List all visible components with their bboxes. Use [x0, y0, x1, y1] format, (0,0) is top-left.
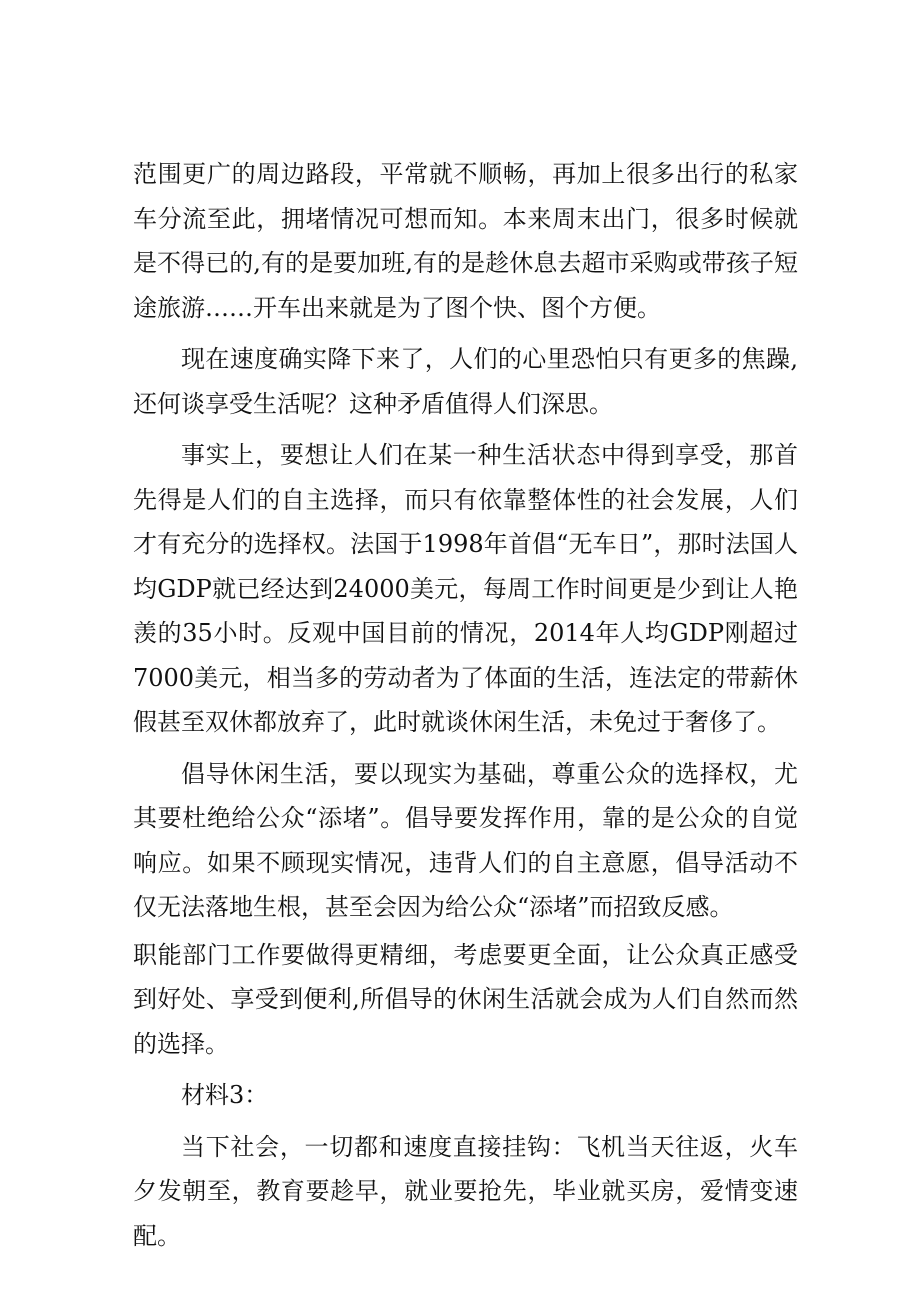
paragraph-continuation: 范围更广的周边路段，平常就不顺畅，再加上很多出行的私家车分流至此，拥堵情况可想而知。本来周末出门，很多时候就是不得已的,有的是要加班,有的是趁休息去超市采购或带孩子短途旅游……开车出来就是为了图个快、图个方便。 [133, 160, 798, 322]
paragraph-in-fact: 事实上，要想让人们在某一种生活状态中得到享受，那首先得是人们的自主选择，而只有依靠整体性的社会发展，人们才有充分的选择权。法国于1998年首倡“无车日”，那时法国人均GDP就已经达到24000美元，每周工作时间更是少到让人艳羡的35小时。反观中国目前的情况，2014年人均GDP刚超过7000美元，相当多的劳动者为了体面的生活，连法定的带薪休假甚至双休都放弃了，此时就谈休闲生活，未免过于奢侈了。 [133, 441, 798, 736]
paragraph-functional-departments: 职能部门工作要做得更精细，考虑要更全面，让公众真正感受到好处、享受到便利,所倡导的休闲生活就会成为人们自然而然的选择。 [133, 940, 798, 1058]
document-body [133, 152, 798, 1258]
paragraph-current-society: 当下社会，一切都和速度直接挂钩：飞机当天往返，火车夕发朝至，教育要趁早，就业要抢先，毕业就买房，爱情变速配。 [133, 1132, 798, 1250]
paragraph-advocate-leisure: 倡导休闲生活，要以现实为基础，尊重公众的选择权，尤其要杜绝给公众“添堵”。倡导要发挥作用，靠的是公众的自觉响应。如果不顾现实情况，违背人们的自主意愿，倡导活动不仅无法落地生根，甚至会因为给公众“添堵”而招致反感。 [133, 759, 798, 921]
paragraph-speed-reduced: 现在速度确实降下来了，人们的心里恐怕只有更多的焦躁,还何谈享受生活呢？这种矛盾值得人们深思。 [133, 345, 798, 418]
material-heading: 材料3： [181, 1081, 269, 1109]
